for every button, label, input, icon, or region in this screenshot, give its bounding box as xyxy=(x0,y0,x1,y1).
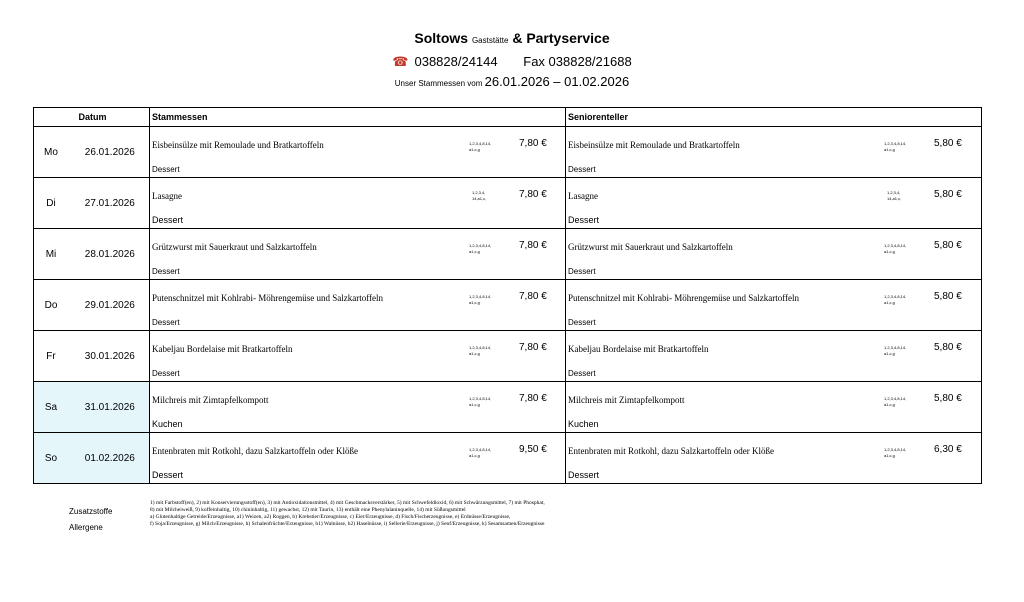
allergen-line: 14,a1,c, xyxy=(887,196,902,201)
date-cell xyxy=(34,229,150,280)
allergen-codes xyxy=(469,141,491,153)
allergen-codes xyxy=(469,447,491,459)
seniorenteller-cell xyxy=(566,331,982,382)
table-row xyxy=(34,331,982,382)
menu-header xyxy=(0,30,1024,89)
dish-name: Grützwurst mit Sauerkraut und Salzkartoffeln xyxy=(568,242,733,252)
date-cell xyxy=(34,178,150,229)
legend-footer xyxy=(0,500,1024,534)
stammessen-price: 7,80 € xyxy=(519,138,547,149)
dish-name: Milchreis mit Zimtapfelkompott xyxy=(152,395,269,405)
allergen-line: a1,c,g xyxy=(469,453,480,458)
allergen-line: 1,2,3,4,8,14, xyxy=(884,141,907,146)
allergen-line: a1,c,g xyxy=(469,402,480,407)
stammessen-price: 7,80 € xyxy=(519,342,547,353)
stammessen-cell xyxy=(150,229,566,280)
seniorenteller-price: 6,30 € xyxy=(934,444,962,455)
weekday-label: Do xyxy=(44,299,58,311)
legend-line: a) Glutenhaltige Getreide/Erzeugnisse, a1) Weizen, a2) Roggen, b) Krebstier/Erzeugnisse, c) Eier/Erzeugnisse, d) Fisch/Fischerzeugnisse, e) Erdnüsse/Erzeugnisse, xyxy=(150,514,511,520)
allergen-codes xyxy=(884,345,906,357)
allergen-line: a1,c,g xyxy=(884,300,895,305)
seniorenteller-cell xyxy=(566,178,982,229)
weekday-label: Sa xyxy=(44,401,58,413)
stammessen-price: 7,80 € xyxy=(519,189,547,200)
allergen-codes xyxy=(469,345,491,357)
allergen-line: 1,2,3,4,8,14, xyxy=(884,396,907,401)
seniorenteller-cell xyxy=(566,127,982,178)
date-cell xyxy=(34,280,150,331)
seniorenteller-cell xyxy=(566,229,982,280)
table-row xyxy=(34,229,982,280)
dish-name: Putenschnitzel mit Kohlrabi- Möhrengemüse und Salzkartoffeln xyxy=(152,293,384,303)
stammessen-price: 7,80 € xyxy=(519,240,547,251)
dessert-label: Dessert xyxy=(568,165,596,174)
dessert-label: Dessert xyxy=(568,318,596,327)
legend-line: 8) mit Milcheiweiß, 9) koffeinhaltig, 10) chininhaltig, 11) gewachst, 12) mit Taurin, 13) enthält eine Phenylalaninquelle, 14) mit Süßungsmittel xyxy=(150,507,466,513)
dessert-label: Kuchen xyxy=(568,419,599,429)
menu-table xyxy=(33,107,982,484)
dish-name: Lasagne xyxy=(152,191,182,201)
table-row xyxy=(34,382,982,433)
date-label: 27.01.2026 xyxy=(84,197,135,209)
stammessen-price: 7,80 € xyxy=(519,393,547,404)
dessert-label: Dessert xyxy=(152,369,180,378)
dish-name: Milchreis mit Zimtapfelkompott xyxy=(568,395,685,405)
date-cell xyxy=(34,433,150,484)
allergen-line: a1,c,g xyxy=(884,453,895,458)
dish-name: Eisbeinsülze mit Remoulade und Bratkartoffeln xyxy=(568,140,740,150)
allergen-line: a1,c,g xyxy=(884,249,895,254)
allergen-codes xyxy=(884,294,906,306)
allergen-codes xyxy=(887,190,901,202)
allergen-line: a1,c,g xyxy=(469,147,480,152)
allergen-codes xyxy=(469,294,491,306)
weekday-label: Mo xyxy=(44,146,58,158)
dessert-label: Dessert xyxy=(568,215,600,225)
allergen-line: a1,c,g xyxy=(469,300,480,305)
dessert-label: Dessert xyxy=(568,267,596,276)
stammessen-cell xyxy=(150,331,566,382)
weekday-label: Di xyxy=(46,197,56,209)
seniorenteller-cell xyxy=(566,280,982,331)
allergen-codes xyxy=(884,447,906,459)
dish-name: Entenbraten mit Rotkohl, dazu Salzkartoffeln oder Klöße xyxy=(152,446,359,456)
seniorenteller-price: 5,80 € xyxy=(934,240,962,251)
stammessen-cell xyxy=(150,280,566,331)
column-header-datum: Datum xyxy=(34,108,150,127)
allergen-line: a1,c,g xyxy=(884,351,895,356)
dish-name: Grützwurst mit Sauerkraut und Salzkartoffeln xyxy=(152,242,317,252)
allergen-line: 1,2,3,4,8,14, xyxy=(884,447,907,452)
stammessen-cell xyxy=(150,382,566,433)
allergen-line: 1,2,3,4,8,14, xyxy=(469,447,492,452)
seniorenteller-cell xyxy=(566,433,982,484)
date-label: 31.01.2026 xyxy=(84,401,135,413)
business-name: Soltows xyxy=(414,30,469,46)
stammessen-cell xyxy=(150,178,566,229)
seniorenteller-price: 5,80 € xyxy=(934,189,962,200)
fax-number: Fax 038828/21688 xyxy=(523,54,632,69)
dessert-label: Dessert xyxy=(152,470,184,480)
date-label: 01.02.2026 xyxy=(84,452,135,464)
legend-text xyxy=(150,500,710,528)
date-cell xyxy=(34,382,150,433)
legend-line: f) Soja/Erzeugnisse, g) Milch/Erzeugnisse, h) Schalenfrüchte/Erzeugnisse, h1) Walnüsse, h2) Haselnüsse, i) Sellerie/Erzeugnisse, j) Senf/Erzeugnisse, k) Sesamsamen/Erzeugnisse xyxy=(150,521,545,527)
date-label: 30.01.2026 xyxy=(84,350,135,362)
allergen-codes xyxy=(884,396,906,408)
contact-line xyxy=(0,54,1024,70)
allergen-codes xyxy=(472,190,486,202)
dessert-label: Dessert xyxy=(152,165,180,174)
legend-labels xyxy=(69,504,112,534)
table-row xyxy=(34,280,982,331)
allergen-line: 1,2,3,4, xyxy=(472,190,486,195)
table-row xyxy=(34,178,982,229)
business-title xyxy=(0,30,1024,46)
date-label: 28.01.2026 xyxy=(84,248,135,260)
dish-name: Kabeljau Bordelaise mit Bratkartoffeln xyxy=(568,344,709,354)
stammessen-cell xyxy=(150,127,566,178)
dessert-label: Dessert xyxy=(568,369,596,378)
dessert-label: Dessert xyxy=(152,318,180,327)
dessert-label: Dessert xyxy=(152,267,180,276)
allergen-line: 1,2,3,4,8,14, xyxy=(469,141,492,146)
stammessen-cell xyxy=(150,433,566,484)
date-cell xyxy=(34,331,150,382)
period-line xyxy=(0,74,1024,89)
allergen-codes xyxy=(884,243,906,255)
allergen-line: 1,2,3,4,8,14, xyxy=(469,243,492,248)
dish-name: Eisbeinsülze mit Remoulade und Bratkartoffeln xyxy=(152,140,324,150)
seniorenteller-price: 5,80 € xyxy=(934,138,962,149)
allergen-line: a1,c,g xyxy=(469,249,480,254)
business-type: Gaststätte xyxy=(471,36,509,45)
date-cell xyxy=(34,127,150,178)
allergen-line: 1,2,3,4,8,14, xyxy=(884,345,907,350)
dessert-label: Kuchen xyxy=(152,419,183,429)
zusatzstoffe-label: Zusatzstoffe xyxy=(69,507,113,516)
column-header-seniorenteller: Seniorenteller xyxy=(566,108,982,127)
allergene-label: Allergene xyxy=(69,523,103,532)
period-dates: 26.01.2026 – 01.02.2026 xyxy=(484,74,630,89)
stammessen-price: 9,50 € xyxy=(519,444,547,455)
allergen-line: a1,c,g xyxy=(469,351,480,356)
seniorenteller-price: 5,80 € xyxy=(934,342,962,353)
dish-name: Putenschnitzel mit Kohlrabi- Möhrengemüse und Salzkartoffeln xyxy=(568,293,800,303)
allergen-line: 1,2,3,4,8,14, xyxy=(884,294,907,299)
weekday-label: Mi xyxy=(45,248,57,260)
stammessen-price: 7,80 € xyxy=(519,291,547,302)
weekday-label: Fr xyxy=(46,350,56,362)
allergen-line: 1,2,3,4,8,14, xyxy=(469,294,492,299)
phone-number: 038828/24144 xyxy=(414,54,498,69)
weekday-label: So xyxy=(44,452,58,464)
seniorenteller-price: 5,80 € xyxy=(934,393,962,404)
service-label: & Partyservice xyxy=(512,30,610,46)
allergen-codes xyxy=(884,141,906,153)
dish-name: Lasagne xyxy=(568,191,598,201)
dessert-label: Dessert xyxy=(152,215,184,225)
allergen-codes xyxy=(469,396,491,408)
table-row xyxy=(34,433,982,484)
allergen-line: 1,2,3,4,8,14, xyxy=(884,243,907,248)
allergen-line: 1,2,3,4,8,14, xyxy=(469,345,492,350)
seniorenteller-price: 5,80 € xyxy=(934,291,962,302)
allergen-line: 1,2,3,4,8,14, xyxy=(469,396,492,401)
allergen-line: 14,a1,c, xyxy=(472,196,487,201)
dish-name: Entenbraten mit Rotkohl, dazu Salzkartoffeln oder Klöße xyxy=(568,446,775,456)
allergen-line: 1,2,3,4, xyxy=(887,190,901,195)
dish-name: Kabeljau Bordelaise mit Bratkartoffeln xyxy=(152,344,293,354)
period-label: Unser Stammessen vom xyxy=(394,79,483,88)
phone-icon: ☎ xyxy=(392,54,409,69)
allergen-line: a1,c,g xyxy=(884,147,895,152)
legend-line: 1) mit Farbstoff(en), 2) mit Konservierungsstoff(en), 3) mit Antioxidationsmittel, 4) mit Geschmacksverstärker, 5) mit Schwefeldioxid, 6) mit Schwärzungsmittel, 7) mit Phosphat, xyxy=(150,500,545,506)
seniorenteller-cell xyxy=(566,382,982,433)
column-header-stammessen: Stammessen xyxy=(150,108,566,127)
table-row xyxy=(34,127,982,178)
dessert-label: Dessert xyxy=(568,470,600,480)
date-label: 29.01.2026 xyxy=(84,299,135,311)
date-label: 26.01.2026 xyxy=(84,146,135,158)
allergen-codes xyxy=(469,243,491,255)
allergen-line: a1,c,g xyxy=(884,402,895,407)
